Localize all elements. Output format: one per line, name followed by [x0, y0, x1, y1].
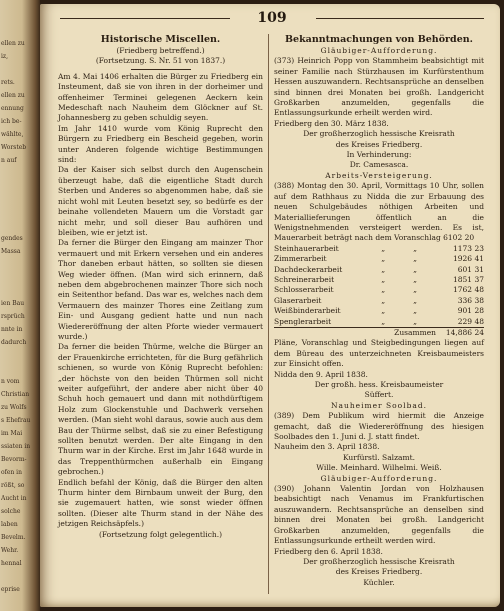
cost-item: Glaserarbeit	[274, 295, 322, 305]
newspaper-page	[40, 4, 500, 607]
column-divider	[268, 34, 269, 594]
cost-item: Zimmerarbeit	[274, 254, 327, 264]
notice-text: Pläne, Voranschlag und Steigbedingungen liegen auf dem Büreau des unterzeichneten Kreisbaumeisters zur Einsicht offen.	[274, 338, 484, 369]
fold-text-fragment: iz,	[1, 53, 8, 60]
paragraph: Da ferner die Bürger den Eingang am mainzer Thor vermauert und mit Erkern versehen und ein anderes Thor daneben erbaut hätten, so sollten sie diesen Weg wieder öffnen. (Man wird sich erinnern, daß neben dem abgebrochenen mainzer Thore sich noch ein Seitenthor befand. Das war es, welches nach dem Vermauern des mainzer Thores eine Zeitlang zum Ein- und Ausgang gedient hatte und nun nach Wiedereröffnung der alten Pforte wieder vermauert wurde.)	[58, 238, 263, 341]
fold-text-fragment: ssiaten in	[1, 443, 31, 450]
fold-text-fragment: hennal	[1, 560, 22, 567]
ditto-mark: „	[413, 316, 418, 326]
notice-authority: Der großherzoglich hessische Kreisrath	[303, 129, 455, 139]
paragraph: Endlich befahl der König, daß die Bürger den alten Thurm hinter dem Birnbaum unweit der Burg, den sie zugemauert hatten, wie sonst wieder öffnen sollten. (Dieser alte Thurm stand in der Nähe des jetzigen Reichsäpfels.)	[58, 477, 263, 529]
ditto-mark: „	[381, 264, 386, 274]
fold-text-fragment: solche	[1, 508, 21, 515]
miscellany-continuation: (Fortsetzung. S. Nr. 51 von 1837.)	[95, 56, 226, 66]
ditto-mark: „	[381, 306, 386, 316]
fold-text-fragment: im Mai	[1, 430, 23, 437]
notice-heading: Gläubiger-Aufforderung.	[320, 46, 438, 55]
fold-text-fragment: ennung	[1, 105, 24, 112]
fold-text-fragment: ellen zu	[1, 40, 25, 47]
fold-text-fragment: rets.	[1, 79, 15, 86]
fold-text-fragment: ofen in	[1, 469, 22, 476]
cost-amount: 901 28	[457, 306, 484, 316]
notice-signatories: Wille. Meinhard. Wilhelmi. Weiß.	[316, 463, 442, 473]
notice-date: Nauheim den 3. April 1838.	[274, 442, 380, 452]
cost-row	[274, 265, 484, 275]
cost-item: Spenglerarbeit	[274, 316, 332, 326]
fold-text-fragment: gendes	[1, 235, 23, 242]
fold-text-fragment: laben	[1, 521, 18, 528]
left-column	[58, 34, 263, 540]
notice-text: (389) Dem Publikum wird hiermit die Anzeige gemacht, daß die Wiedereröffnung des hiesigen Soolbades den 1. Juni d. J. statt findet.	[274, 411, 484, 442]
ditto-mark: „	[381, 285, 386, 295]
notice-authority: Der großh. hess. Kreisbaumeister	[314, 380, 444, 389]
page-number: 109	[257, 10, 287, 26]
fold-text-fragment: n auf	[1, 157, 17, 164]
ditto-mark: „	[381, 295, 386, 305]
fold-text-fragment: Bevorm-	[1, 456, 27, 463]
fold-text-fragment: ich be-	[1, 118, 22, 125]
cost-row	[274, 317, 484, 328]
notice-heading: Gläubiger-Aufforderung.	[320, 473, 438, 483]
ditto-mark: „	[413, 285, 418, 295]
cost-total-label: Zusammen	[394, 327, 436, 337]
ditto-mark: „	[413, 264, 418, 274]
cost-amount: 1926 41	[452, 254, 484, 264]
fold-text-fragment: ellen zu	[1, 92, 25, 99]
notice-signatory: Süffert.	[364, 390, 394, 400]
notice-authority: Kurfürstl. Salzamt.	[342, 452, 415, 462]
section-divider	[131, 69, 191, 70]
fold-text-fragment: rsprüch	[1, 313, 25, 320]
fold-text-fragment: Worsteb	[1, 144, 27, 151]
cost-item: Dachdeckerarbeit	[274, 264, 343, 274]
paragraph: Im Jahr 1410 wurde vom König Ruprecht den Bürgern zu Friedberg ein Bescheid gegeben, worin unter Anderen folgende wichtige Bestimmungen sind:	[58, 123, 263, 165]
paragraph: Da ferner die beiden Thürme, welche die Bürger an der Frauenkirche errichteten, für die Burg gefährlich schienen, so wurde von König Ruprecht befohlen: „der höchste von den beiden Thürmen soll nicht weiter aufgeführt, der andere aber nicht über 40 Schuh hoch gemauert und dann mit nothdürftigem Holz zum Glockenstuhle und Dachwerk versehen werden. (Man sieht wohl daraus, sowie auch aus dem Bau der Thürme selbst, daß sie zu einer Befestigung sollten benutzt werden. Der alte Eingang in den Thurm war in der Kirche. Erst im Jahr 1648 wurde in das Treppenthürmchen außerhalb ein Eingang gebrochen.)	[58, 342, 263, 477]
fold-text-fragment: rößt, so	[1, 482, 25, 489]
fold-text-fragment: zu Wolfs	[1, 404, 27, 411]
cost-amount: 601 31	[457, 264, 484, 274]
notice-heading: Arbeits-Versteigerung.	[325, 170, 433, 180]
cost-table	[274, 244, 484, 339]
ditto-mark: „	[381, 254, 386, 264]
fold-text-fragment: Wehr.	[1, 547, 19, 554]
notice-authority: Der großherzoglich hessische Kreisrath	[303, 556, 455, 566]
notice-date: Nidda den 9. April 1838.	[274, 369, 368, 379]
fold-text-fragment: nnte in	[1, 326, 23, 333]
cost-amount: 336 38	[457, 295, 484, 305]
fold-text-fragment: Christian	[1, 391, 30, 398]
cost-amount: 1173 23	[452, 243, 484, 253]
cost-item: Weißbinderarbeit	[274, 306, 341, 316]
fold-text-fragment: Bevelm.	[1, 534, 26, 541]
cost-row	[274, 306, 484, 316]
cost-row	[274, 296, 484, 306]
notice-authority-district: des Kreises Friedberg.	[335, 567, 423, 577]
cost-row	[274, 254, 484, 264]
fold-text-fragment: dadurch	[1, 339, 27, 346]
paragraph: Am 4. Mai 1406 erhalten die Bürger zu Friedberg ein Insteument, daß sie von ihren in der dorheimer und offenheimer Terminei gelegenen Aeckern kein Medeschaft nach Nauheim dem Glöckner auf St. Johannesberg zu geben schuldig seyen.	[58, 71, 263, 123]
fold-text-fragment: s Ehefrau	[1, 417, 31, 424]
notice-signatory: Küchler.	[363, 577, 395, 587]
cost-amount: 1762 48	[452, 285, 484, 295]
notice-heading: Nauheimer Soolbad.	[330, 400, 428, 410]
adjacent-page-fold	[0, 0, 40, 611]
ditto-mark: „	[413, 295, 418, 305]
ditto-mark: „	[413, 306, 418, 316]
fold-text-fragment: eprise	[1, 586, 20, 593]
notice-signatory: Dr. Camesasca.	[349, 160, 409, 170]
ditto-mark: „	[381, 316, 386, 326]
fold-text-fragment: Massa	[1, 248, 21, 255]
cost-amount: 1851 37	[452, 274, 484, 284]
fold-text-fragment: Aucht in	[1, 495, 27, 502]
notice-authority-district: des Kreises Friedberg.	[335, 139, 423, 149]
miscellany-subtitle: (Friedberg betreffend.)	[116, 46, 205, 55]
notice-date: Friedberg den 30. März 1838.	[274, 118, 389, 128]
miscellany-title: Historische Miscellen.	[100, 34, 221, 45]
cost-item: Schlosserarbeit	[274, 285, 334, 295]
notice-deputy-label: In Verhinderung:	[346, 150, 412, 160]
cost-item: Steinhauerarbeit	[274, 243, 339, 253]
notice-date: Friedberg den 6. April 1838.	[274, 546, 383, 556]
cost-row	[274, 275, 484, 285]
header-rule-right	[316, 18, 484, 19]
ditto-mark: „	[413, 243, 418, 253]
fold-text-fragment: n vom	[1, 378, 20, 385]
cost-row	[274, 244, 484, 254]
cost-total-row	[274, 327, 484, 338]
page-header	[60, 10, 484, 36]
ditto-mark: „	[381, 274, 386, 284]
continuation-note: (Fortsetzung folgt gelegentlich.)	[98, 529, 223, 539]
ditto-mark: „	[413, 254, 418, 264]
announcements-title: Bekanntmachungen von Behörden.	[285, 34, 473, 45]
paragraph: Da der Kaiser sich selbst durch den Augenschein überzeugt habe, daß die eigentliche Stadt durch Sterben und Anderes so abgenommen habe, daß sie nicht wohl mit Leuten besetzt sey, so bedürfe es der beinahe vollendeten Mauern um die Vorstadt gar nicht mehr, und soll dieser Bau aufhören und bleiben, wie er jetzt ist.	[58, 165, 263, 237]
notice-text: (388) Montag den 30. April, Vormittags 10 Uhr, sollen auf dem Rathhaus zu Nidda die zur Erbauung des neuen Schulgebäudes nöthigen Arbeiten und Materiallieferungen öffentlich an die Wenigstnehmenden versteigert werden. Es ist, Mauerarbeit beträgt nach dem Voranschlag 6102 20	[274, 181, 484, 243]
ditto-mark: „	[413, 274, 418, 284]
notice-text: (373) Heinrich Popp von Stammheim beabsichtigt mit seiner Familie nach Stürzhausen im Kurfürstenthum Hessen auszuwandern. Rechtsansprüche an denselben sind binnen drei Monaten bei großh. Landgericht Großkarben anzumelden, gegenfalls die Entlassungsurkunde erheilt werden wird.	[274, 56, 484, 118]
cost-amount: 229 48	[457, 316, 484, 326]
notice-text: (390) Johann Valentin Jordan von Holzhausen beabsichtigt nach Venamus im Frankfurtischen auszuwandern. Rechtsansprüche an denselben sind binnen drei Monaten bei großh. Landgericht Großkarben anzumelden, gegenfalls die Entlassungsurkunde ertheilt werden wird.	[274, 484, 484, 546]
fold-text-fragment: wählte,	[1, 131, 24, 138]
right-column	[274, 34, 484, 588]
cost-item: Schreinerarbeit	[274, 274, 335, 284]
cost-row	[274, 285, 484, 295]
fold-text-fragment: ien Bau	[1, 300, 25, 307]
cost-total-amount: 14,886 24	[436, 327, 484, 338]
ditto-mark: „	[381, 243, 386, 253]
